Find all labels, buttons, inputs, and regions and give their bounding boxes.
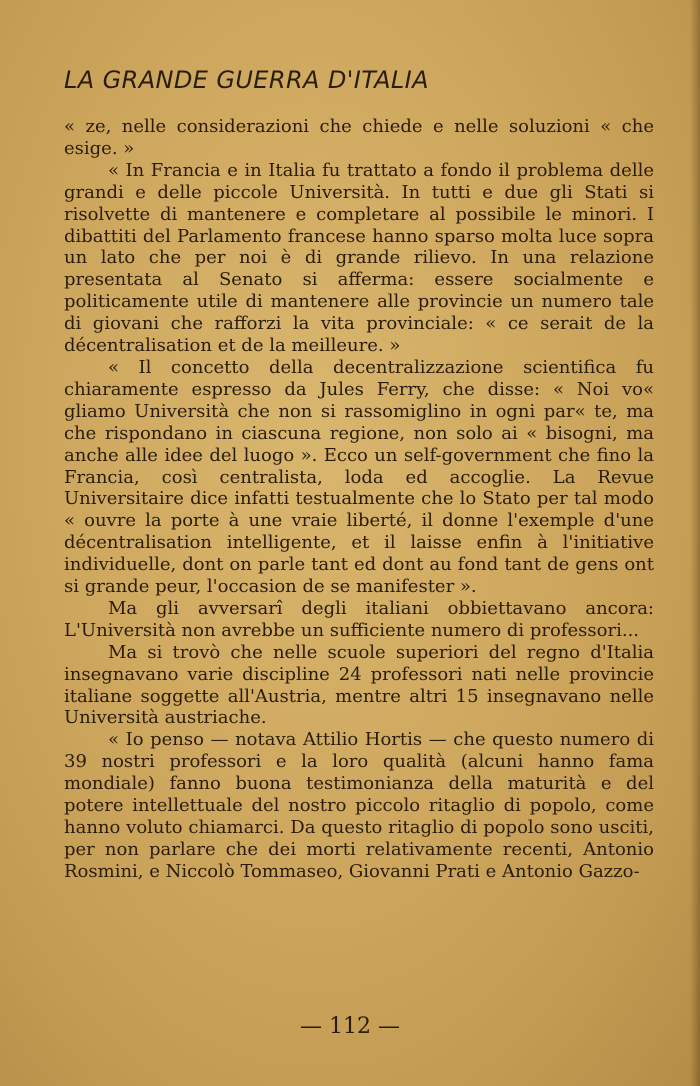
page-number: — 112 — bbox=[300, 1014, 400, 1039]
paragraph: Ma gli avversarî degli italiani obbiettavano ancora: L'Università non avrebbe un sufficiente numero di professori... bbox=[64, 597, 654, 641]
paragraph: « Il concetto della decentralizzazione scientifica fu chiaramente espresso da Jules Ferry, che disse: « Noi vo« gliamo Università che non si rassomiglino in ogni par« te, ma che rispondano in ciascuna regione, non solo ai « bisogni, ma anche alle idee del luogo ». Ecco un self-government che fino la Francia, così centralista, loda ed accoglie. La Revue Universitaire dice infatti testualmente che lo Stato per tal modo « ouvre la porte à une vraie liberté, il donne l'exemple d'une décentralisation intelligente, et il laisse enfin à l'initiative individuelle, dont on parle tant ed dont au fond tant de gens ont si grande peur, l'occasion de se manifester ». bbox=[64, 356, 654, 598]
paragraph: Ma si trovò che nelle scuole superiori del regno d'Italia insegnavano varie discipline 24 professori nati nelle provincie italiane soggette all'Austria, mentre altri 15 insegnavano nelle Università austriache. bbox=[64, 641, 654, 729]
paragraph: « In Francia e in Italia fu trattato a fondo il problema delle grandi e delle piccole Università. In tutti e due gli Stati si risolvette di mantenere e completare al possibile le minori. I dibattiti del Parlamento francese hanno sparso molta luce sopra un lato che per noi è di grande rilievo. In una relazione presentata al Senato si afferma: essere socialmente e politicamente utile di mantenere alle provincie un numero tale di giovani che rafforzi la vita provinciale: « ce serait de la décentralisation et de la meilleure. » bbox=[64, 159, 654, 357]
paragraph: « Io penso — notava Attilio Hortis — che questo numero di 39 nostri professori e la loro qualità (alcuni hanno fama mondiale) fanno buona testimonianza della maturità e del potere intellettuale del nostro piccolo ritaglio di popolo, come hanno voluto chiamarci. Da questo ritaglio di popolo sono usciti, per non parlare che dei morti relativamente recenti, Antonio Rosmini, e Niccolò Tommaseo, Giovanni Prati e Antonio Gazzo- bbox=[64, 729, 654, 882]
paragraph: « ze, nelle considerazioni che chiede e nelle soluzioni « che esige. » bbox=[64, 116, 654, 159]
page-edge-shadow bbox=[690, 0, 700, 1086]
running-head: LA GRANDE GUERRA D'ITALIA bbox=[64, 66, 429, 94]
body-text bbox=[64, 116, 654, 883]
